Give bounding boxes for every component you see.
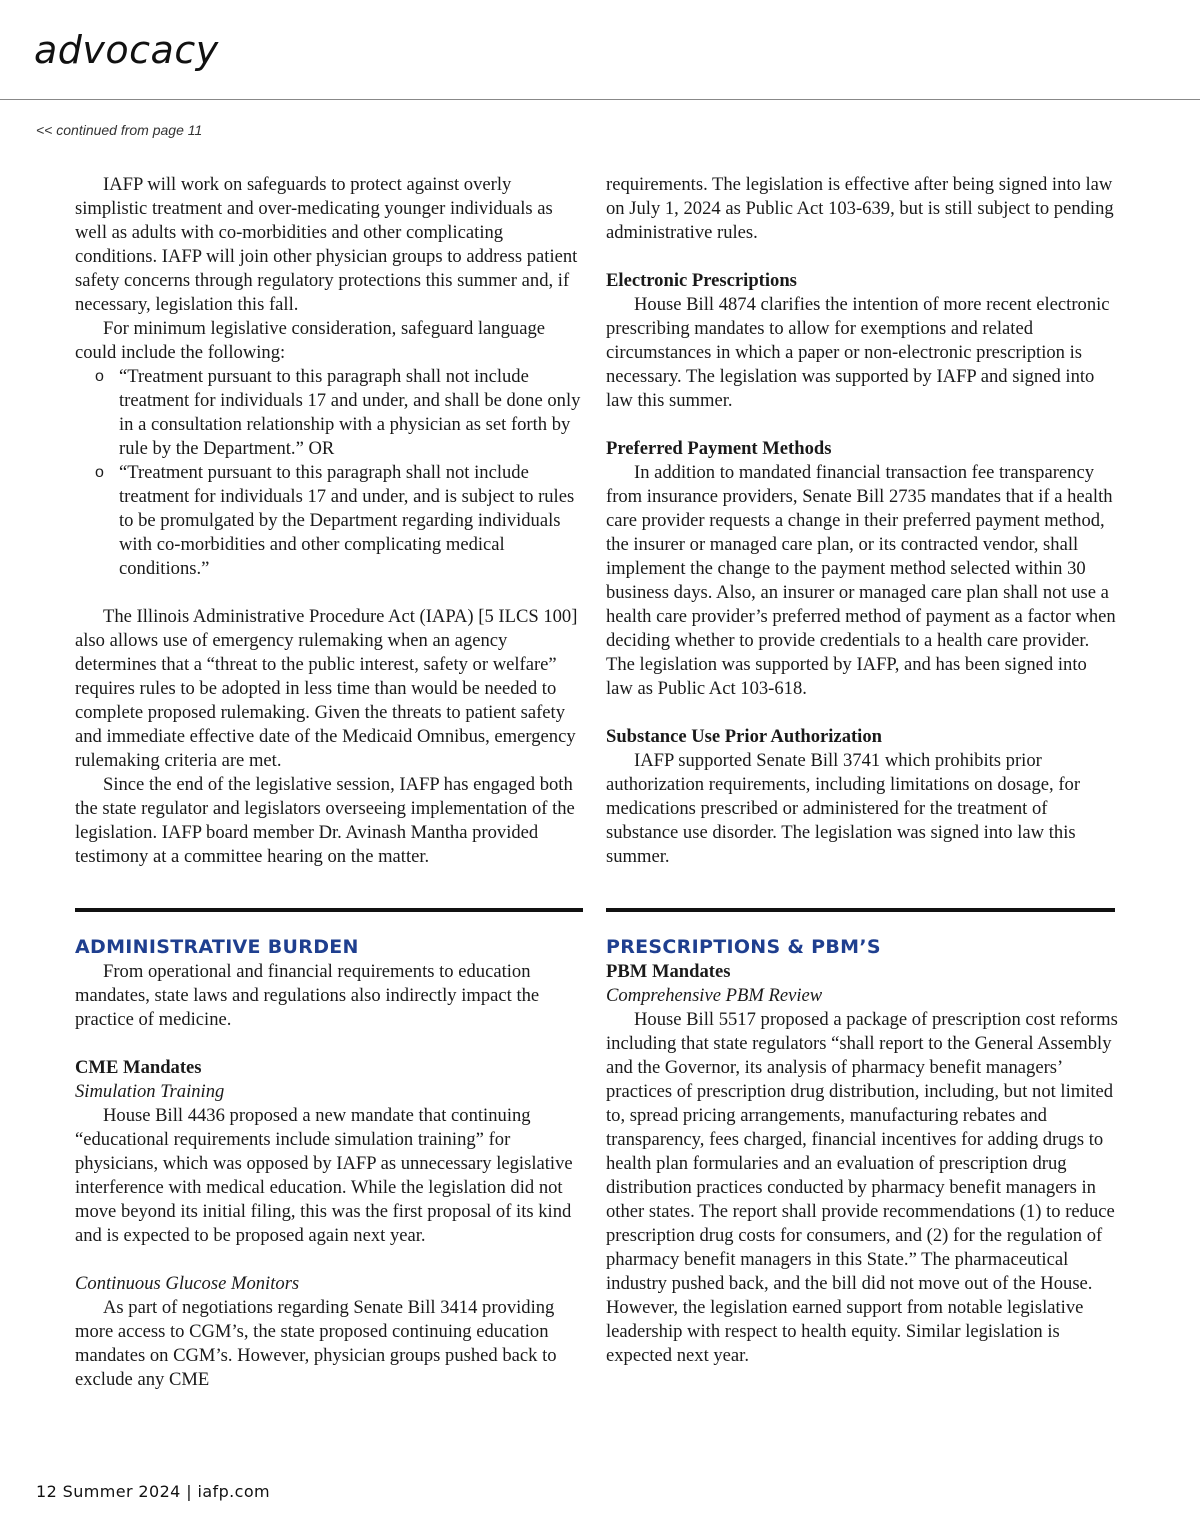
paragraph: requirements. The legislation is effective after being signed into law on July 1, 2024 as Public Act 103-639, but is still subject to pending administrative rules. <box>606 174 1114 243</box>
list-item-text: “Treatment pursuant to this paragraph shall not include treatment for individuals 17 and under, and shall be done only in a consultation relationship with a physician as set forth by rule by the Department.” OR <box>119 366 581 459</box>
list-item <box>75 461 587 581</box>
bullet-icon: o <box>95 464 104 481</box>
section-title: PRESCRIPTIONS & PBM’S <box>606 936 881 958</box>
section-label: advocacy <box>34 28 219 72</box>
safeguard-list <box>75 365 587 581</box>
spacer <box>606 413 1118 437</box>
spacer <box>75 1248 587 1272</box>
list-item <box>75 365 587 461</box>
subheading-pbm-mandates: PBM Mandates <box>606 961 731 982</box>
spacer <box>606 245 1118 269</box>
paragraph: House Bill 4436 proposed a new mandate that continuing “educational requirements include simulation training” for physicians, which was opposed by IAFP as unnecessary legislative interference with medical education. While the legislation did not move beyond its initial filing, this was the first proposal of its kind and is expected to be proposed again next year. <box>75 1105 573 1246</box>
paragraph: IAFP will work on safeguards to protect against overly simplistic treatment and over-medicating younger individuals as well as adults with co-morbidities and other complicating conditions. IAFP will join other physician groups to address patient safety concerns through regulatory protections this summer and, if necessary, legislation this fall. <box>75 174 578 315</box>
paragraph: Since the end of the legislative session, IAFP has engaged both the state regulator and legislators overseeing implementation of the legislation. IAFP board member Dr. Avinash Mantha provided testimony at a committee hearing on the matter. <box>75 774 575 867</box>
paragraph: IAFP supported Senate Bill 3741 which prohibits prior authorization requirements, including limitations on dosage, for medications prescribed or administered for the treatment of substance use disorder. The legislation was signed into law this summer. <box>606 750 1081 867</box>
paragraph: House Bill 5517 proposed a package of prescription cost reforms including that state regulators “shall report to the General Assembly and the Governor, its analysis of pharmacy benefit managers’ practices of prescription drug distribution, including, but not limited to, spread pricing arrangements, manufacturing rebates and transparency, fees charged, financial incentives for adding drugs to health plan formularies and an evaluation of prescription drug distribution practices conducted by pharmacy benefit managers in other states. The report shall provide recommendations (1) to reduce prescription drug costs for consumers, and (2) for the regulation of pharmacy benefit managers in this State.” The pharmaceutical industry pushed back, and the bill did not move out of the House. However, the legislation earned support from notable legislative leadership with respect to health equity. Similar legislation is expected next year. <box>606 1009 1118 1366</box>
spacer <box>75 1032 587 1056</box>
subheading-cme-mandates: CME Mandates <box>75 1057 202 1078</box>
page-footer: 12 Summer 2024 | iafp.com <box>36 1482 270 1501</box>
paragraph: As part of negotiations regarding Senate Bill 3414 providing more access to CGM’s, the state proposed continuing education mandates on CGM’s. However, physician groups pushed back to exclude any CME <box>75 1297 557 1390</box>
administrative-burden-section <box>75 934 587 1392</box>
paragraph: For minimum legislative consideration, safeguard language could include the following: <box>75 318 546 363</box>
section-divider <box>606 908 1115 912</box>
continued-note: << continued from page 11 <box>36 122 203 138</box>
left-column-top <box>75 173 587 869</box>
paragraph: The Illinois Administrative Procedure Act (IAPA) [5 ILCS 100] also allows use of emergency rulemaking when an agency determines that a “threat to the public interest, safety or welfare” requires rules to be adopted in less time than would be needed to complete proposed rulemaking. Given the threats to patient safety and immediate effective date of the Medicaid Omnibus, emergency rulemaking criteria are met. <box>75 606 578 771</box>
subheading-cgm: Continuous Glucose Monitors <box>75 1273 300 1294</box>
spacer <box>606 701 1118 725</box>
header-rule <box>0 99 1200 100</box>
spacer <box>75 581 587 605</box>
subheading-electronic-prescriptions: Electronic Prescriptions <box>606 270 797 291</box>
subheading-pbm-review: Comprehensive PBM Review <box>606 985 823 1006</box>
bullet-icon: o <box>95 368 104 385</box>
paragraph: House Bill 4874 clarifies the intention of more recent electronic prescribing mandates to allow for exemptions and related circumstances in which a paper or non-electronic prescription is necessary. The legislation was supported by IAFP and signed into law this summer. <box>606 294 1110 411</box>
paragraph: From operational and financial requirements to education mandates, state laws and regulations also indirectly impact the practice of medicine. <box>75 961 540 1030</box>
prescriptions-pbm-section <box>606 934 1118 1368</box>
section-divider <box>75 908 583 912</box>
section-title: ADMINISTRATIVE BURDEN <box>75 936 359 958</box>
list-item-text: “Treatment pursuant to this paragraph shall not include treatment for individuals 17 and under, and is subject to rules to be promulgated by the Department regarding individuals with co-morbidities and other complicating medical conditions.” <box>119 462 575 579</box>
paragraph: In addition to mandated financial transaction fee transparency from insurance providers, Senate Bill 2735 mandates that if a health care provider requests a change in their preferred payment method, the insurer or managed care plan, or its contracted vendor, shall implement the change to the payment method selected within 30 business days. Also, an insurer or managed care plan shall not use a health care provider’s preferred method of payment as a factor when deciding whether to provide credentials to a health care provider. The legislation was supported by IAFP, and has been signed into law as Public Act 103-618. <box>606 462 1116 699</box>
right-column-top <box>606 173 1118 869</box>
subheading-preferred-payment: Preferred Payment Methods <box>606 438 832 459</box>
subheading-simulation-training: Simulation Training <box>75 1081 225 1102</box>
subheading-substance-use: Substance Use Prior Authorization <box>606 726 882 747</box>
